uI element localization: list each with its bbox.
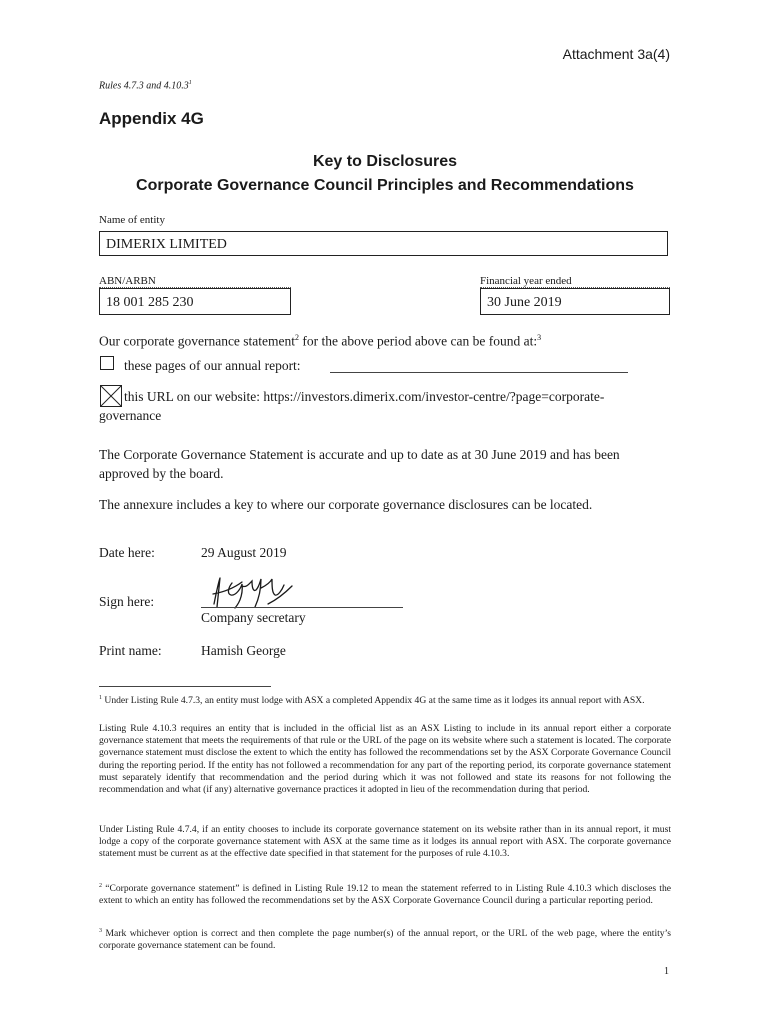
accuracy-statement: The Corporate Governance Statement is accurate and up to date as at 30 June 2019 and has been approved by the board. xyxy=(99,447,620,481)
website-url-option-label: this URL on our website: https://investors.dimerix.com/investor-centre/?page=corporate-governance xyxy=(99,389,605,423)
annual-report-checkbox[interactable] xyxy=(100,356,114,370)
footnote-3 xyxy=(99,925,671,953)
statement-intro xyxy=(99,328,679,351)
statement-intro-text-2: for the above period above can be found at: xyxy=(299,333,538,349)
signature-image xyxy=(208,574,308,610)
footnote-1-paragraph-2: Listing Rule 4.10.3 requires an entity that is included in the official list as an ASX Listing to include in its annual report either a corporate governance statement that meets the requirements of that rule or the URL of the page on its website where such a statement is located. The corporate governance statement must disclose the extent to which the entity has followed the recommendations set by the ASX Corporate Governance Council during the reporting period. If the entity has not followed a recommendation for any part of the reporting period, its corporate governance statement must separately identify that recommendation and the period during which it was not followed and state its reasons for not following the recommendation and what (if any) alternative governance practices it adopted in lieu of the recommendation during that period. xyxy=(99,723,671,796)
financial-year-field[interactable]: 30 June 2019 xyxy=(480,288,670,315)
footnote-1-text: Under Listing Rule 4.7.3, an entity must lodge with ASX a completed Appendix 4G at the same time as it lodges its annual report with ASX. xyxy=(102,695,645,707)
appendix-heading: Appendix 4G xyxy=(99,109,204,128)
title-line-2: Corporate Governance Council Principles and Recommendations xyxy=(136,177,634,194)
print-name-value: Hamish George xyxy=(201,643,286,658)
footnote-3-text: Mark whichever option is correct and then complete the page number(s) of the annual report, or the URL of the web page, where the entity’s corporate governance statement can be found. xyxy=(99,928,671,952)
entity-name-label: Name of entity xyxy=(99,214,165,226)
sign-label: Sign here: xyxy=(99,594,155,609)
title-line-1: Key to Disclosures xyxy=(312,153,458,170)
footnote-2-number: 2 xyxy=(99,883,102,889)
abn-field[interactable]: 18 001 285 230 xyxy=(99,288,291,315)
date-label: Date here: xyxy=(99,545,155,560)
annual-report-option-label: these pages of our annual report: xyxy=(124,358,301,373)
footnote-2-text: “Corporate governance statement” is defined in Listing Rule 19.12 to mean the statement referred to in Listing Rule 4.10.3 which discloses the extent to which an entity has followed the recommendations set by the ASX Corporate Governance Council during a particular reporting period. xyxy=(99,883,671,907)
footnote-1 xyxy=(99,692,671,707)
signatory-role: Company secretary xyxy=(201,610,306,625)
footnote-marker-3: 3 xyxy=(537,333,542,342)
annual-report-pages-line[interactable] xyxy=(330,372,628,373)
footnote-separator xyxy=(99,686,271,687)
footnote-3-number: 3 xyxy=(99,928,102,934)
statement-intro-text: Our corporate governance statement xyxy=(99,333,296,349)
attachment-reference: Attachment 3a(4) xyxy=(562,46,670,62)
abn-label: ABN/ARBN xyxy=(99,275,156,287)
footnote-1-number: 1 xyxy=(99,695,102,701)
date-value: 29 August 2019 xyxy=(201,545,287,560)
entity-name-field[interactable]: DIMERIX LIMITED xyxy=(99,231,668,256)
financial-year-label: Financial year ended xyxy=(480,275,572,287)
footnote-2 xyxy=(99,880,671,908)
rules-reference-text: Rules 4.7.3 and 4.10.3 xyxy=(99,80,189,92)
page-number: 1 xyxy=(664,966,669,977)
footnote-1-paragraph-3: Under Listing Rule 4.7.4, if an entity chooses to include its corporate governance statement on its website rather than in its annual report, it must lodge a copy of the corporate governance statement with ASX at the same time as it lodges its annual report with ASX. The corporate governance statement must be current as at the effective date specified in that statement for the purposes of rule 4.10.3. xyxy=(99,824,671,860)
footnote-marker-2: 2 xyxy=(295,333,300,342)
rules-footnote-marker: 1 xyxy=(188,80,192,86)
annexure-statement: The annexure includes a key to where our corporate governance disclosures can be located. xyxy=(99,497,593,512)
rules-reference xyxy=(99,80,192,91)
print-name-label: Print name: xyxy=(99,643,162,658)
